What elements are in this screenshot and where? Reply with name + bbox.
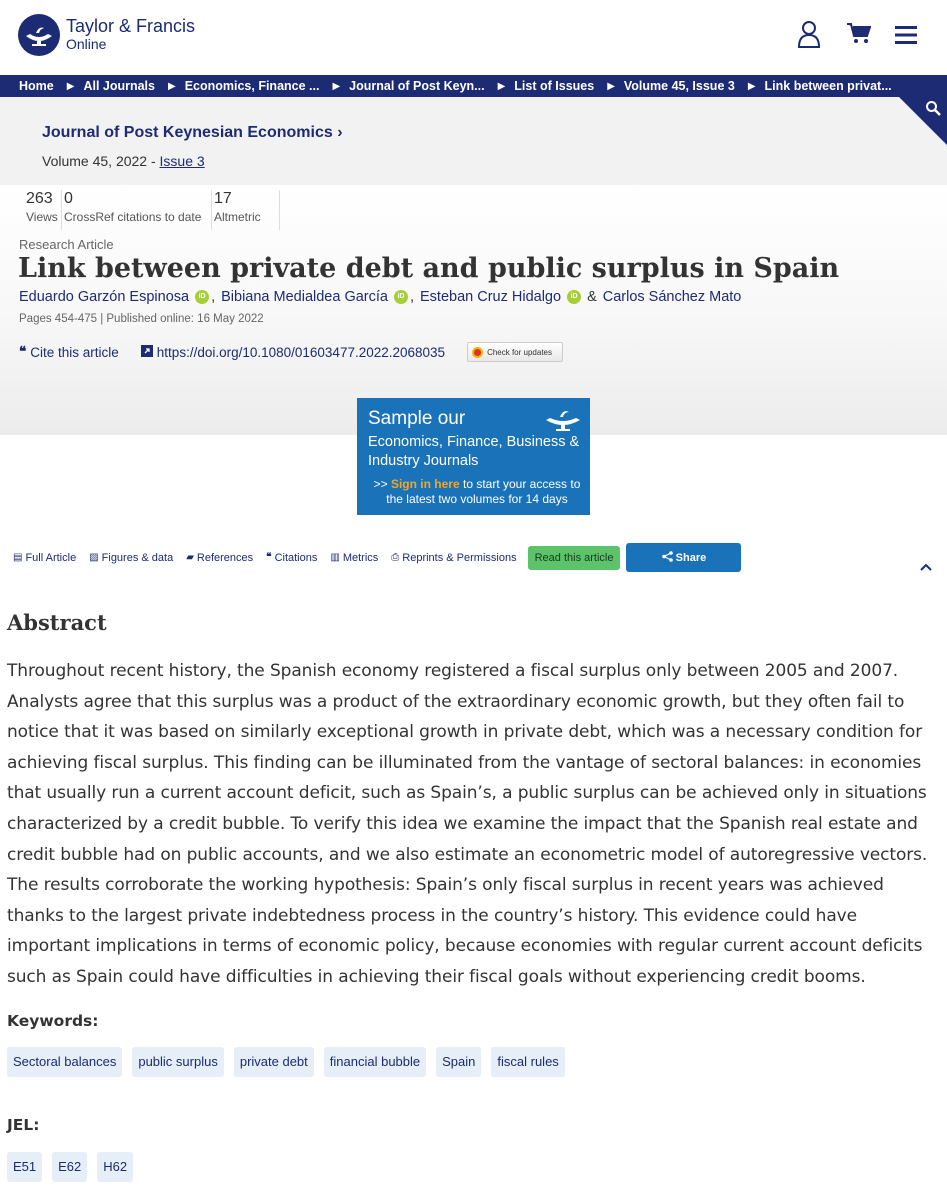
tab-references[interactable]	[186, 552, 253, 564]
share-icon	[662, 551, 673, 565]
tab-label: Reprints & Permissions	[402, 551, 517, 564]
document-icon: ▤	[13, 552, 23, 563]
author-list	[19, 289, 741, 305]
breadcrumb-arrow-icon: ▶	[332, 80, 341, 92]
issue-link[interactable]: Issue 3	[159, 153, 205, 169]
menu-icon[interactable]	[895, 25, 917, 49]
ad-line2: Economics, Finance, Business & Industry Journals	[368, 434, 580, 469]
breadcrumb-arrow-icon: ▶	[747, 80, 756, 92]
cite-article-link[interactable]	[19, 344, 119, 360]
lamp-logo-icon	[18, 14, 60, 56]
tandf-logo[interactable]	[18, 14, 195, 56]
breadcrumb-subject[interactable]: Economics, Finance ...	[184, 79, 320, 93]
pages-published: Pages 454-475 | Published online: 16 May 2022	[19, 313, 264, 325]
metric-value: 263	[26, 190, 53, 207]
sample-journals-ad[interactable]	[357, 398, 590, 515]
metric-crossref	[62, 190, 212, 230]
external-link-icon	[141, 345, 153, 360]
breadcrumb-volume[interactable]: Volume 45, Issue 3	[623, 79, 735, 93]
doi-text: https://doi.org/10.1080/01603477.2022.2068035	[156, 344, 446, 360]
site-header	[0, 0, 947, 75]
article-links	[19, 342, 563, 362]
keyword-chip[interactable]: Sectoral balances	[7, 1047, 122, 1077]
metric-label: CrossRef citations to date	[64, 210, 202, 224]
tab-label: References	[196, 551, 254, 564]
article-metrics	[24, 190, 280, 230]
tab-full-article[interactable]	[13, 552, 76, 564]
journal-title-link[interactable]	[42, 124, 343, 142]
tab-figures-data[interactable]	[89, 552, 173, 564]
article-tabs	[13, 543, 741, 572]
cart-icon[interactable]	[847, 22, 871, 48]
keyword-chip[interactable]: private debt	[234, 1047, 314, 1077]
article-title: Link between private debt and public surplus in Spain	[18, 253, 840, 284]
breadcrumb-all-journals[interactable]: All Journals	[83, 79, 155, 93]
read-this-article-button[interactable]: Read this article	[528, 546, 621, 570]
breadcrumb	[0, 75, 947, 97]
metric-label: Views	[26, 210, 58, 224]
book-icon: ▰	[186, 552, 194, 563]
orcid-icon[interactable]: iD	[195, 290, 209, 304]
ad-arrows: >>	[373, 477, 391, 491]
article-type: Research Article	[19, 237, 114, 252]
printer-icon: ⎙	[391, 552, 400, 563]
crossmark-icon	[472, 347, 483, 358]
metric-altmetric[interactable]	[212, 190, 280, 230]
author-separator: ,	[211, 289, 216, 305]
keyword-chip[interactable]: public surplus	[132, 1047, 224, 1077]
volume-text: Volume 45, 2022 -	[42, 153, 160, 169]
breadcrumb-article: Link between privat...	[764, 79, 892, 93]
author-name[interactable]: Esteban Cruz Hidalgo	[420, 289, 562, 305]
author-name[interactable]: Bibiana Medialdea García	[221, 289, 388, 305]
ad-sign-in: Sign in here	[390, 477, 460, 491]
keyword-chip[interactable]: fiscal rules	[491, 1047, 564, 1077]
journal-title: Journal of Post Keynesian Economics	[42, 124, 333, 141]
metric-value: 0	[64, 190, 73, 207]
user-icon[interactable]	[797, 20, 821, 52]
jel-list	[7, 1152, 143, 1182]
logo-name: Taylor & Francis	[66, 16, 196, 36]
ad-rest: to start your access to the latest two volumes for 14 days	[386, 477, 581, 506]
metric-label: Altmetric	[214, 210, 261, 224]
author-separator: &	[587, 289, 597, 305]
quote-icon: ❝	[266, 552, 272, 563]
author-name[interactable]: Carlos Sánchez Mato	[602, 289, 742, 305]
tab-label: Citations	[274, 551, 318, 564]
breadcrumb-arrow-icon: ▶	[497, 80, 506, 92]
bar-chart-icon: ▥	[330, 552, 340, 563]
jel-heading: JEL:	[7, 1116, 40, 1134]
keyword-list	[7, 1047, 575, 1077]
lamp-icon	[544, 406, 582, 439]
chevron-up-icon[interactable]	[920, 556, 932, 575]
check-for-updates-button[interactable]	[467, 342, 563, 362]
breadcrumb-arrow-icon: ▶	[607, 80, 615, 92]
keyword-chip[interactable]: financial bubble	[324, 1047, 426, 1077]
ad-line1: Sample our	[368, 408, 466, 429]
metric-views	[24, 190, 62, 230]
image-icon: ▨	[89, 552, 99, 563]
keywords-heading: Keywords:	[7, 1012, 99, 1030]
metric-value: 17	[214, 190, 232, 207]
keyword-chip[interactable]: Spain	[436, 1047, 481, 1077]
abstract-heading: Abstract	[7, 610, 107, 635]
share-label: Share	[675, 551, 707, 564]
author-name[interactable]: Eduardo Garzón Espinosa	[19, 289, 190, 305]
quote-icon: ❝	[19, 344, 27, 359]
search-icon[interactable]	[925, 100, 941, 120]
jel-chip[interactable]: H62	[97, 1152, 133, 1182]
orcid-icon[interactable]: iD	[567, 290, 581, 304]
tab-reprints[interactable]	[391, 552, 516, 564]
tab-citations[interactable]	[266, 552, 317, 564]
breadcrumb-home[interactable]: Home	[19, 79, 54, 93]
cite-label: Cite this article	[30, 344, 119, 360]
tab-label: Figures & data	[101, 551, 174, 564]
tab-label: Metrics	[342, 551, 379, 564]
logo-sub: Online	[66, 36, 107, 52]
jel-chip[interactable]: E51	[7, 1152, 42, 1182]
share-button[interactable]	[626, 543, 741, 572]
check-updates-label: Check for updates	[487, 347, 552, 357]
journal-volume	[42, 153, 205, 169]
breadcrumb-arrow-icon: ▶	[167, 80, 176, 92]
breadcrumb-arrow-icon: ▶	[66, 80, 75, 92]
author-separator: ,	[409, 289, 414, 305]
ad-line3	[367, 477, 587, 507]
tab-label: Full Article	[25, 551, 77, 564]
chevron-right-icon: ›	[337, 124, 343, 141]
doi-link[interactable]	[141, 345, 445, 360]
tab-metrics[interactable]	[330, 552, 378, 564]
orcid-icon[interactable]: iD	[394, 290, 408, 304]
breadcrumb-journal[interactable]: Journal of Post Keyn...	[349, 79, 485, 93]
jel-chip[interactable]: E62	[52, 1152, 87, 1182]
breadcrumb-issues[interactable]: List of Issues	[514, 79, 595, 93]
abstract-text: Throughout recent history, the Spanish economy registered a fiscal surplus only between 2005 and 2007. Analysts agree that this surplus was a product of the extraordinary economic growth, but they often fail to notice that it was based on similarly exceptional growth in private debt, which was a necessary condition for achieving fiscal surplus. This finding can be illuminated from the vantage of sectoral balances: in economies that usually run a current account deficit, such as Spain’s, a public surplus can be achieved only in situations characterized by a credit bubble. To verify this idea we examine the impact that the Spanish real estate and credit bubble had on public accounts, and we also estimate an econometric model of autoregressive vectors. The results corroborate the working hypothesis: Spain’s only fiscal surplus in recent years was achieved thanks to the largest private indebtedness process in the country’s history. This evidence could have important implications in terms of economic policy, because economies with regular current account deficits such as Spain could have difficulties in achieving their fiscal goals without experiencing credit booms.	[7, 661, 928, 987]
